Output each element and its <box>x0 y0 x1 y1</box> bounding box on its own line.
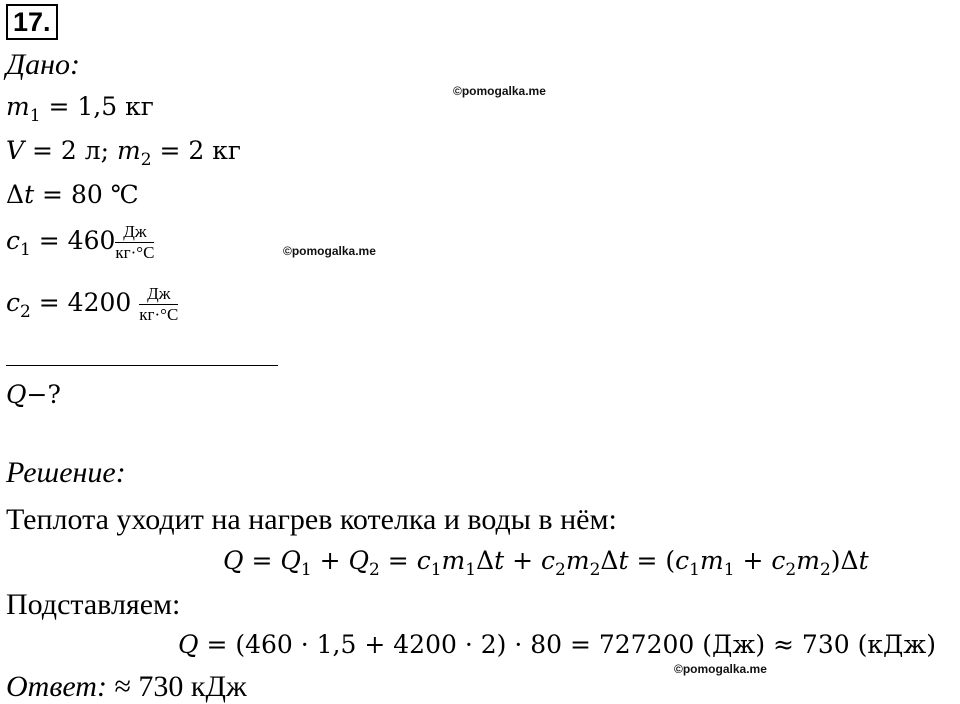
given-m1 <box>6 92 154 126</box>
unit-den-c1: кг·°С <box>115 243 155 262</box>
unit-num-c1: Дж <box>115 222 154 243</box>
f-q2: Q <box>348 546 370 575</box>
f-c1: c <box>416 546 431 575</box>
f-q1: Q <box>280 546 301 575</box>
f-q1-sub: 1 <box>300 560 312 580</box>
answer-label: Ответ: <box>6 670 107 703</box>
unit-fraction-c2 <box>139 284 178 325</box>
given-c1 <box>6 222 154 263</box>
f-q2-sub: 2 <box>369 560 380 580</box>
given-dt <box>6 180 139 209</box>
sub-m1: 1 <box>29 106 41 126</box>
watermark-1: ©pomogalka.me <box>453 84 546 98</box>
f-c2-sub: 2 <box>555 560 566 580</box>
find-line <box>6 380 61 409</box>
calc-expr: = (460 · 1,5 + 4200 · 2) · 80 = 727200 (Дж) ≈ 730 (кДж) <box>198 630 937 659</box>
calc-line <box>178 630 936 659</box>
f-eq1: = <box>243 546 281 575</box>
f-c2b: c <box>771 546 786 575</box>
f-eq3: = ( <box>628 546 676 575</box>
var-t: t <box>24 180 35 209</box>
formula-line <box>223 546 869 580</box>
f-dt2: Δ <box>600 546 619 575</box>
f-m2b: m <box>796 546 820 575</box>
calc-q: Q <box>178 630 199 659</box>
f-t2: t <box>618 546 629 575</box>
var-m1: m <box>6 92 30 121</box>
f-close: )Δ <box>830 546 859 575</box>
f-c1b-sub: 1 <box>689 560 700 580</box>
find-text: −? <box>26 380 61 409</box>
f-c1-sub: 1 <box>430 560 442 580</box>
f-plus2: + <box>504 546 542 575</box>
answer-value: ≈ 730 кДж <box>106 670 247 703</box>
watermark-2: ©pomogalka.me <box>283 244 376 258</box>
f-c2: c <box>541 546 556 575</box>
var-c1: c <box>6 226 21 255</box>
sub-c1: 1 <box>20 240 31 260</box>
f-plus3: + <box>734 546 772 575</box>
f-m2b-sub: 2 <box>819 560 831 580</box>
substitute-label: Подставляем: <box>6 588 181 621</box>
f-plus1: + <box>311 546 349 575</box>
answer-line <box>6 670 247 704</box>
sub-m2: 2 <box>140 150 152 170</box>
solution-label: Решение: <box>6 456 126 489</box>
var-q-find: Q <box>6 380 27 409</box>
value-dt: = 80 ℃ <box>34 180 139 209</box>
value-m1: = 1,5 кг <box>40 92 154 121</box>
f-c1b: c <box>675 546 690 575</box>
divider-line <box>6 365 278 366</box>
unit-fraction-c1 <box>115 222 154 263</box>
value-m2: = 2 кг <box>151 136 241 165</box>
f-m2-sub: 2 <box>589 560 601 580</box>
f-m1: m <box>441 546 466 575</box>
value-v: = 2 л; <box>24 136 118 165</box>
delta-symbol: Δ <box>6 180 25 209</box>
given-v-m2 <box>6 136 241 170</box>
given-label: Дано: <box>6 48 80 81</box>
watermark-3: ©pomogalka.me <box>674 662 767 676</box>
var-v: V <box>6 136 25 165</box>
solution-text: Теплота уходит на нагрев котелка и воды в нём: <box>6 503 617 536</box>
sub-c2: 2 <box>20 302 31 322</box>
var-m2: m <box>117 136 141 165</box>
f-q: Q <box>223 546 244 575</box>
f-m1b: m <box>699 546 724 575</box>
f-eq2: = <box>379 546 417 575</box>
problem-number: 17. <box>6 4 58 40</box>
f-m2: m <box>565 546 590 575</box>
value-c1: = 460 <box>30 226 116 255</box>
given-c2 <box>6 284 178 325</box>
f-t3: t <box>858 546 869 575</box>
f-t1: t <box>494 546 505 575</box>
f-dt1: Δ <box>476 546 495 575</box>
f-c2b-sub: 2 <box>785 560 797 580</box>
var-c2: c <box>6 288 21 317</box>
unit-den-c2: кг·°С <box>139 305 179 324</box>
f-m1b-sub: 1 <box>723 560 735 580</box>
unit-num-c2: Дж <box>139 284 178 305</box>
f-m1-sub: 1 <box>465 560 477 580</box>
value-c2: = 4200 <box>30 288 140 317</box>
